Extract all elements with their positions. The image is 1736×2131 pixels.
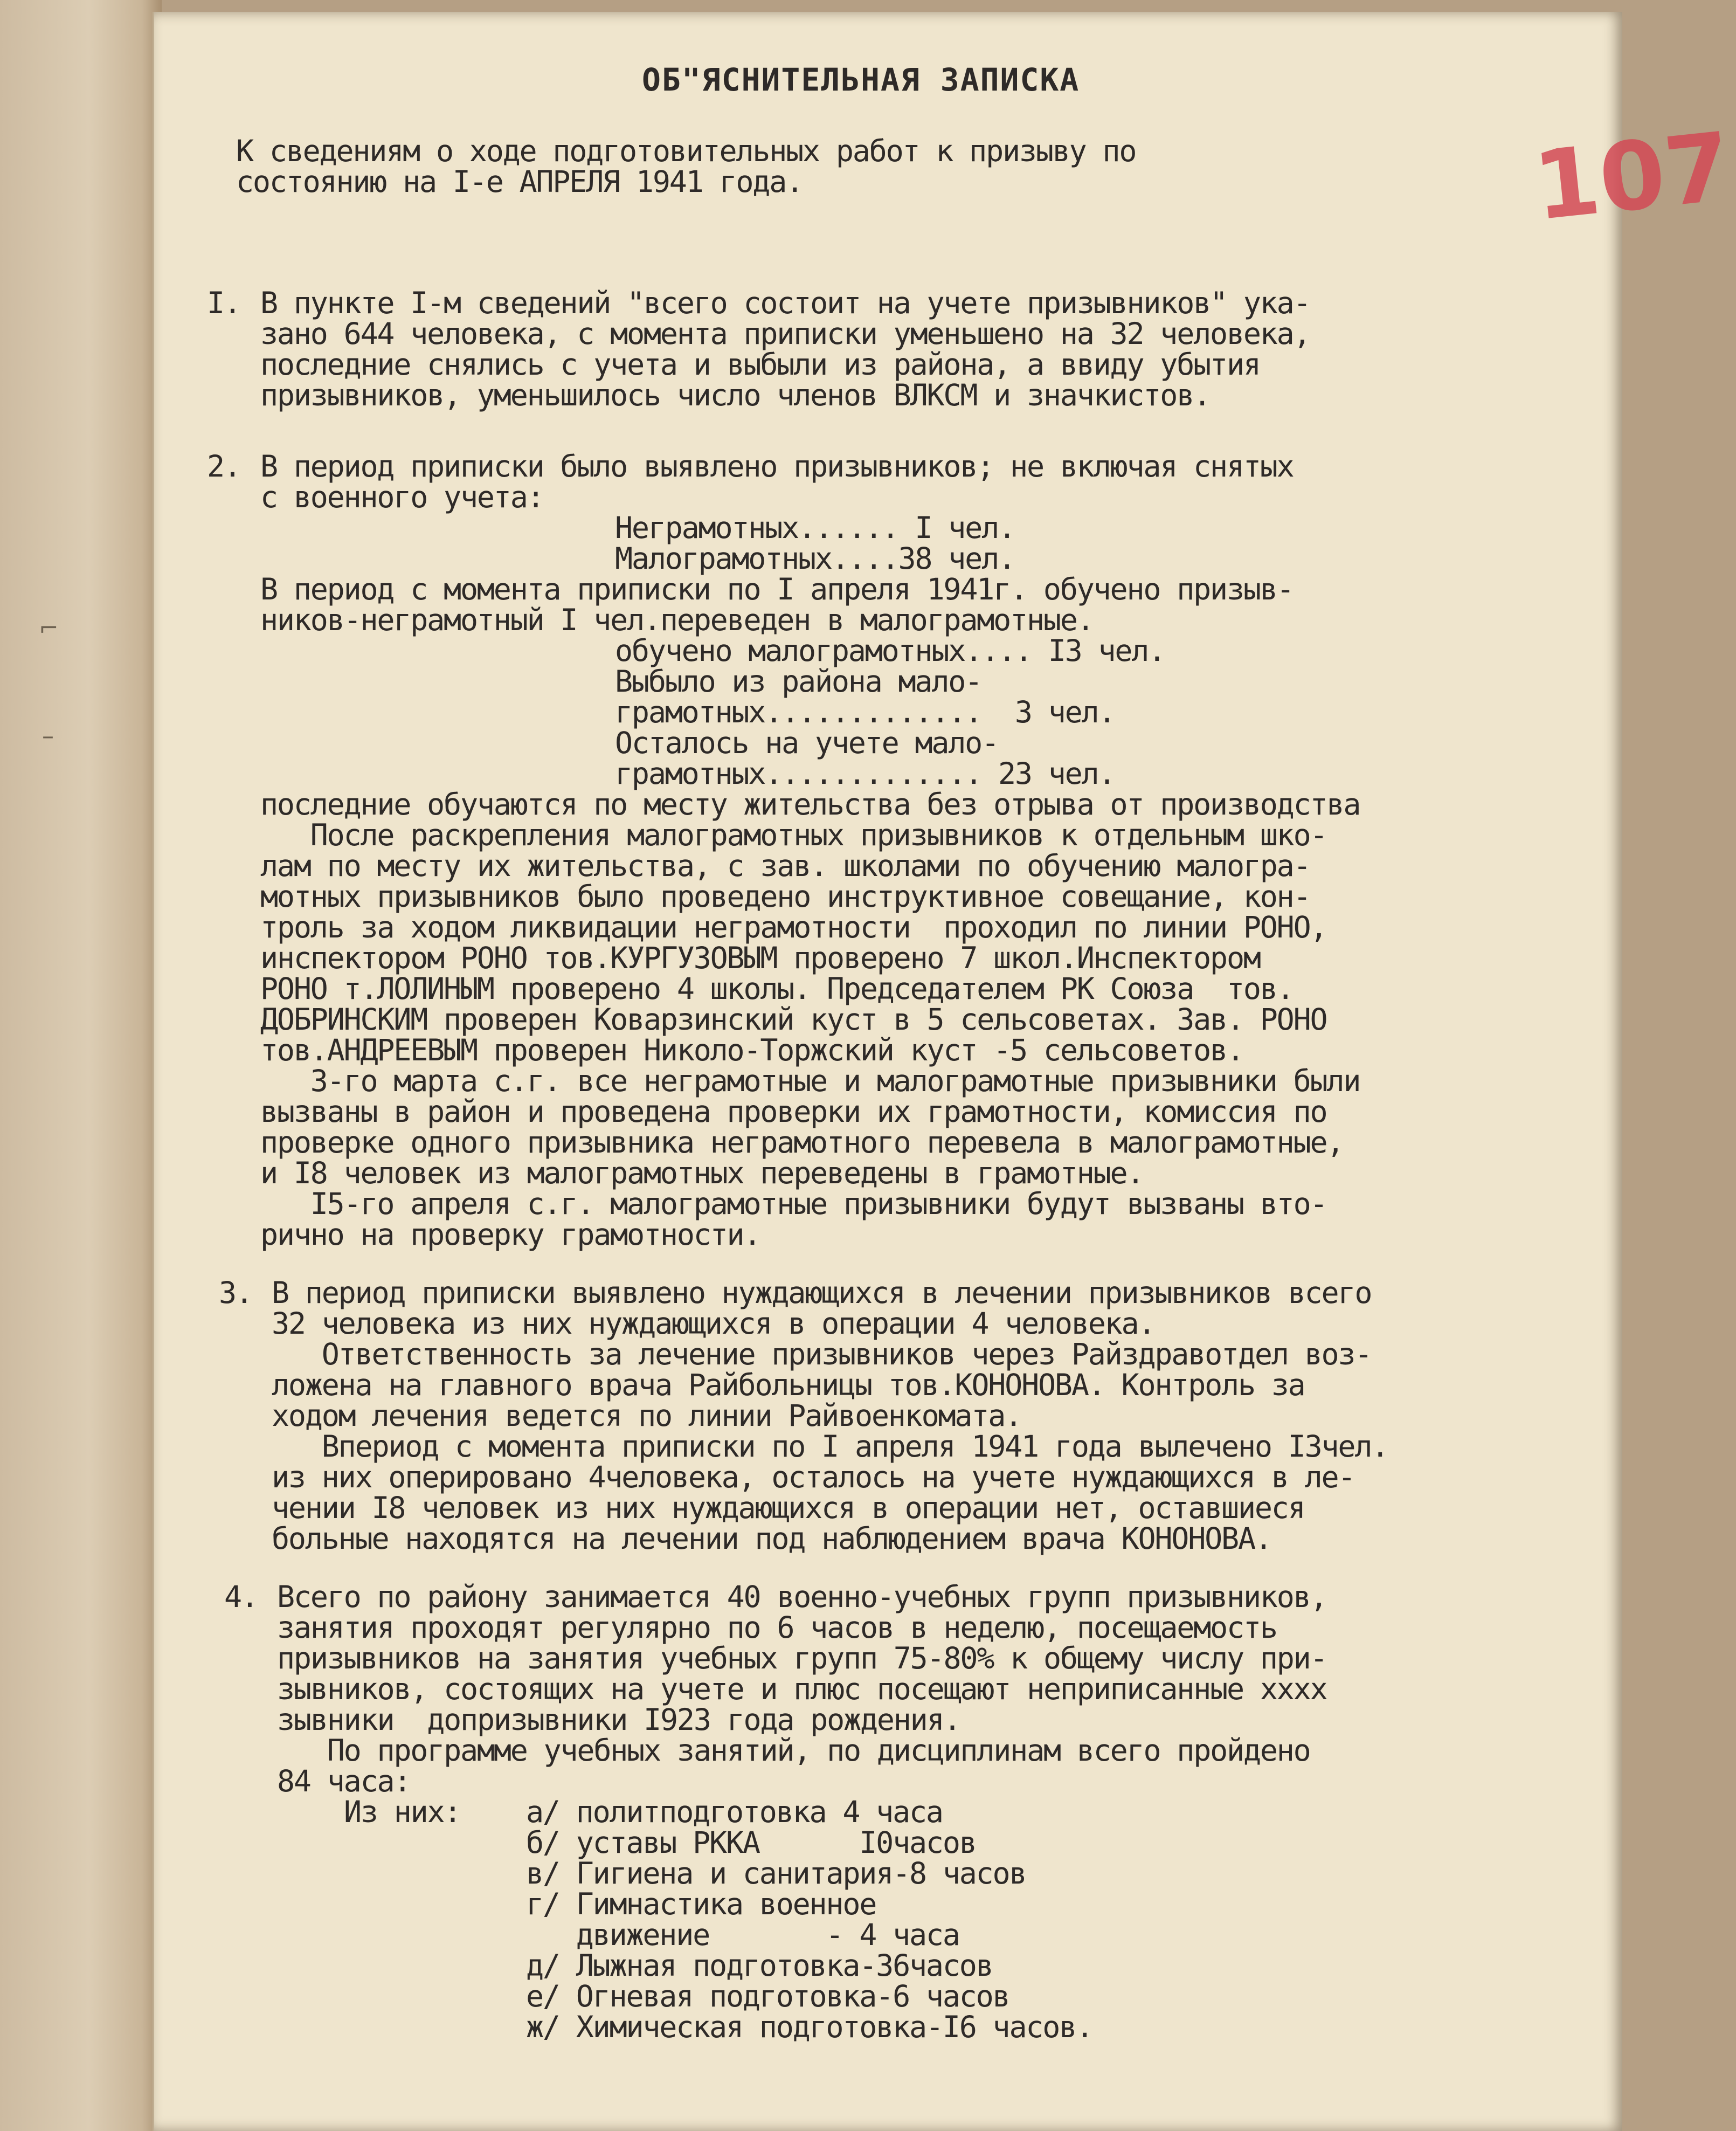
page-number: 107 [1528,112,1736,242]
stat-line: обучено малограмотных.... I3 чел. [615,633,1165,668]
text-line: 84 часа: [277,1764,411,1798]
text-line: По программе учебных занятий, по дисциплинам всего пройдено [277,1733,1310,1768]
text-line: тов.АНДРЕЕВЫМ проверен Николо-Торжский куст -5 сельсоветов. [260,1033,1243,1067]
text-line: ходом лечения ведется по линии Райвоенкомата. [272,1398,1022,1433]
margin-mark: ⌐ [39,615,59,642]
text-line: После раскрепления малограмотных призывников к отдельным шко- [260,818,1327,852]
subject-line: б/ уставы РККА I0часов [526,1825,976,1860]
text-line: зано 644 человека, с момента приписки уменьшено на 32 человека, [260,316,1310,351]
text-line: занятия проходят регулярно по 6 часов в неделю, посещаемость [277,1610,1277,1645]
text-line: из них оперировано 4человека, осталось на учете нуждающихся в ле- [272,1460,1355,1494]
text-line: вызваны в район и проведена проверки их грамотности, комиссия по [260,1094,1327,1129]
text-line: с военного учета: [260,480,544,514]
text-line: и I8 человек из малограмотных переведены в грамотные. [260,1156,1144,1190]
text-line: ников-неграмотный I чел.переведен в малограмотные. [260,603,1094,637]
text-line: ДОБРИНСКИМ проверен Коварзинский куст в 5 сельсоветах. Зав. РОНО [260,1002,1327,1037]
section-number: I. [207,286,240,320]
margin-mark: – [42,722,54,750]
text-line: В период приписки было выявлено призывников; не включая снятых [260,449,1294,484]
subject-line: движение - 4 часа [526,1918,959,1952]
text-line: РОНО т.ЛОЛИНЫМ проверено 4 школы. Председателем РК Союза тов. [260,971,1294,1006]
text-line: последние снялись с учета и выбыли из района, а ввиду убытия [260,347,1260,382]
stat-line: Выбыло из района мало- [615,664,982,699]
text-line: ложена на главного врача Райбольницы тов.КОНОНОВА. Контроль за [272,1368,1305,1402]
text-line: чении I8 человек из них нуждающихся в операции нет, оставшиеся [272,1491,1305,1525]
text-line: инспектором РОНО тов.КУРГУЗОВЫМ проверено 7 школ.Инспектором [260,941,1260,975]
subject-line: д/ Лыжная подготовка-36часов [526,1948,993,1983]
text-line: 3-го марта с.г. все неграмотные и малограмотные призывники были [260,1064,1360,1098]
section-number: 4. [224,1580,258,1614]
text-line: Ответственность за лечение призывников через Райздравотдел воз- [272,1337,1372,1371]
text-line: 32 человека из них нуждающихся в операции 4 человека. [272,1306,1155,1341]
text-line: рично на проверку грамотности. [260,1217,760,1252]
text-line: призывников на занятия учебных групп 75-80% к общему числу при- [277,1641,1327,1675]
document-sheet [153,12,1736,2131]
subject-line: ж/ Химическая подготовка-I6 часов. [526,2010,1093,2044]
text-line: Впериод с момента приписки по I апреля 1941 года вылечено I3чел. [272,1429,1388,1464]
subject-line: а/ политподготовка 4 часа [526,1795,943,1829]
subject-line: в/ Гигиена и санитария-8 часов [526,1856,1026,1891]
text-line: I5-го апреля с.г. малограмотные призывники будут вызваны вто- [260,1187,1327,1221]
header-line: К сведениям о ходе подготовительных работ к призыву по [236,134,1136,168]
text-line: проверке одного призывника неграмотного перевела в малограмотные, [260,1125,1344,1160]
text-line: мотных призывников было проведено инструктивное совещание, кон- [260,879,1310,914]
section-number: 2. [207,449,240,484]
text-line: В период приписки выявлено нуждающихся в лечении призывников всего [272,1275,1372,1310]
left-facing-page [0,0,162,2131]
stat-line: Малограмотных....38 чел. [615,541,1015,576]
stat-line: грамотных............. 23 чел. [615,756,1115,791]
text-line: В пункте I-м сведений "всего состоит на учете призывников" ука- [260,286,1310,320]
stat-line: Неграмотных...... I чел. [615,511,1015,545]
subject-line: г/ Гимнастика военное [526,1887,876,1921]
text-line: зывники допризывники I923 года рождения. [277,1702,960,1737]
text-line: троль за ходом ликвидации неграмотности проходил по линии РОНО, [260,910,1327,944]
stat-line: грамотных............. 3 чел. [615,695,1115,729]
text-line: лам по месту их жительства, с зав. школами по обучению малогра- [260,849,1310,883]
text-line: Всего по району занимается 40 военно-учебных групп призывников, [277,1580,1327,1614]
text-line: призывников, уменьшилось число членов ВЛКСМ и значкистов. [260,378,1211,412]
subjects-intro: Из них: [344,1795,461,1829]
stat-line: Осталось на учете мало- [615,726,998,760]
text-line: последние обучаются по месту жительства без отрыва от производства [260,787,1360,822]
header-line: состоянию на I-е АПРЕЛЯ 1941 года. [236,164,803,199]
section-number: 3. [219,1275,252,1310]
subject-line: е/ Огневая подготовка-6 часов [526,1979,1009,2013]
text-line: больные находятся на лечении под наблюдением врача КОНОНОВА. [272,1521,1271,1556]
text-line: В период с момента приписки по I апреля 1941г. обучено призыв- [260,572,1294,606]
text-line: зывников, состоящих на учете и плюс посещают неприписанные хххх [277,1672,1327,1706]
document-title: ОБ"ЯСНИТЕЛЬНАЯ ЗАПИСКА [642,61,1080,98]
